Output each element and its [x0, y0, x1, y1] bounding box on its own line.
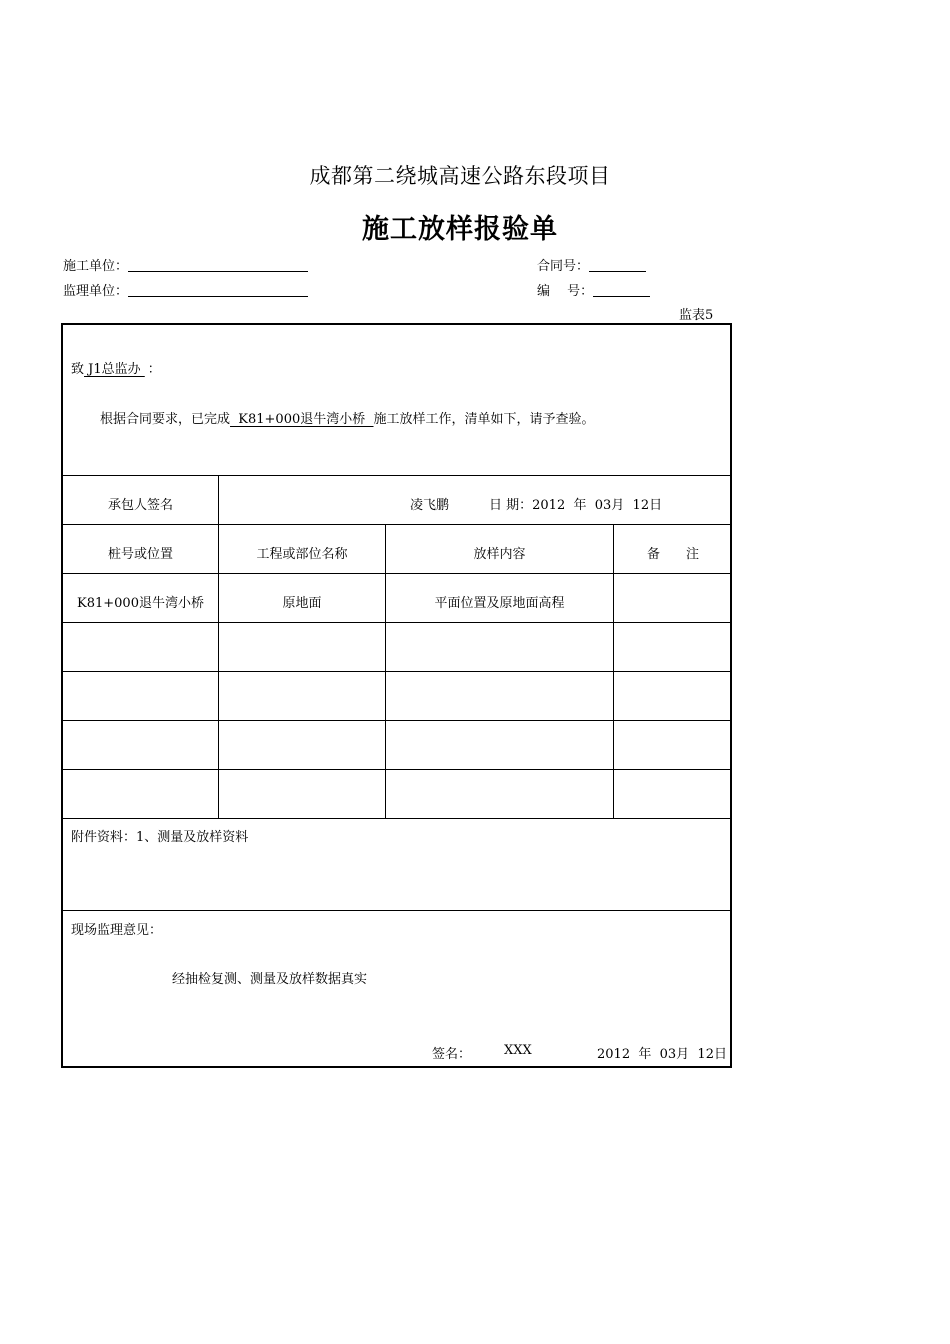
addressee-name: J1总监办 — [84, 362, 145, 377]
date-value: 2012 年 03月 12日 — [532, 498, 663, 513]
addressee-line — [71, 358, 161, 377]
column-line — [613, 524, 614, 818]
form-code: 监表5 — [679, 308, 714, 323]
addressee-suffix: ： — [147, 362, 161, 377]
divider-line — [63, 622, 730, 623]
divider-line — [63, 573, 730, 574]
serial-no-field — [537, 280, 650, 299]
contract-no-label: 合同号： — [537, 259, 590, 274]
supervisor-blank[interactable] — [128, 282, 308, 297]
divider-line — [63, 524, 730, 525]
serial-no-label: 编 号： — [537, 284, 594, 299]
date-label: 日 期： — [489, 498, 533, 513]
request-body-prefix: 根据合同要求，已完成 — [100, 412, 231, 427]
divider-line — [63, 671, 730, 672]
form-title: 施工放样报验单 — [362, 214, 558, 245]
contractor-blank[interactable] — [128, 257, 308, 272]
inspection-form — [61, 323, 732, 1068]
divider-line — [63, 769, 730, 770]
request-body-item: K81+000退牛湾小桥 — [230, 412, 374, 427]
contractor-sign-label: 承包人签名 — [107, 498, 173, 513]
contract-no-blank[interactable] — [589, 257, 646, 272]
serial-no-blank[interactable] — [593, 282, 650, 297]
opinion-date: 2012 年 03月 12日 — [597, 1047, 727, 1062]
table-cell-part: 原地面 — [282, 596, 322, 611]
column-header-remark: 备 注 — [646, 547, 699, 562]
divider-line — [63, 720, 730, 721]
supervisor-label: 监理单位： — [63, 284, 129, 299]
column-line — [218, 475, 219, 818]
opinion-label: 现场监理意见： — [71, 923, 163, 938]
request-body — [100, 408, 595, 427]
divider-line — [63, 818, 730, 819]
table-cell-content: 平面位置及原地面高程 — [434, 596, 565, 611]
divider-line — [63, 475, 730, 476]
column-header-station: 桩号或位置 — [107, 547, 173, 562]
contractor-sign-date — [489, 494, 662, 513]
contractor-field — [63, 255, 308, 274]
request-body-suffix: 施工放样工作，清单如下，请予查验。 — [373, 412, 595, 427]
column-header-content: 放样内容 — [473, 547, 526, 562]
addressee-prefix: 致 — [71, 362, 85, 377]
contractor-label: 施工单位： — [63, 259, 129, 274]
column-line — [385, 524, 386, 818]
contractor-signer: 凌飞鹏 — [410, 498, 450, 513]
attachments-text: 附件资料：1、测量及放样资料 — [71, 830, 249, 845]
supervisor-field — [63, 280, 308, 299]
column-header-part: 工程或部位名称 — [256, 547, 348, 562]
opinion-sign-label: 签名： — [432, 1047, 472, 1062]
project-name: 成都第二绕城高速公路东段项目 — [309, 164, 611, 188]
opinion-signer: XXX — [504, 1043, 532, 1058]
contract-no-field — [537, 255, 646, 274]
opinion-text: 经抽检复测、测量及放样数据真实 — [172, 972, 368, 987]
divider-line — [63, 910, 730, 911]
table-cell-station: K81+000退牛湾小桥 — [77, 596, 204, 611]
